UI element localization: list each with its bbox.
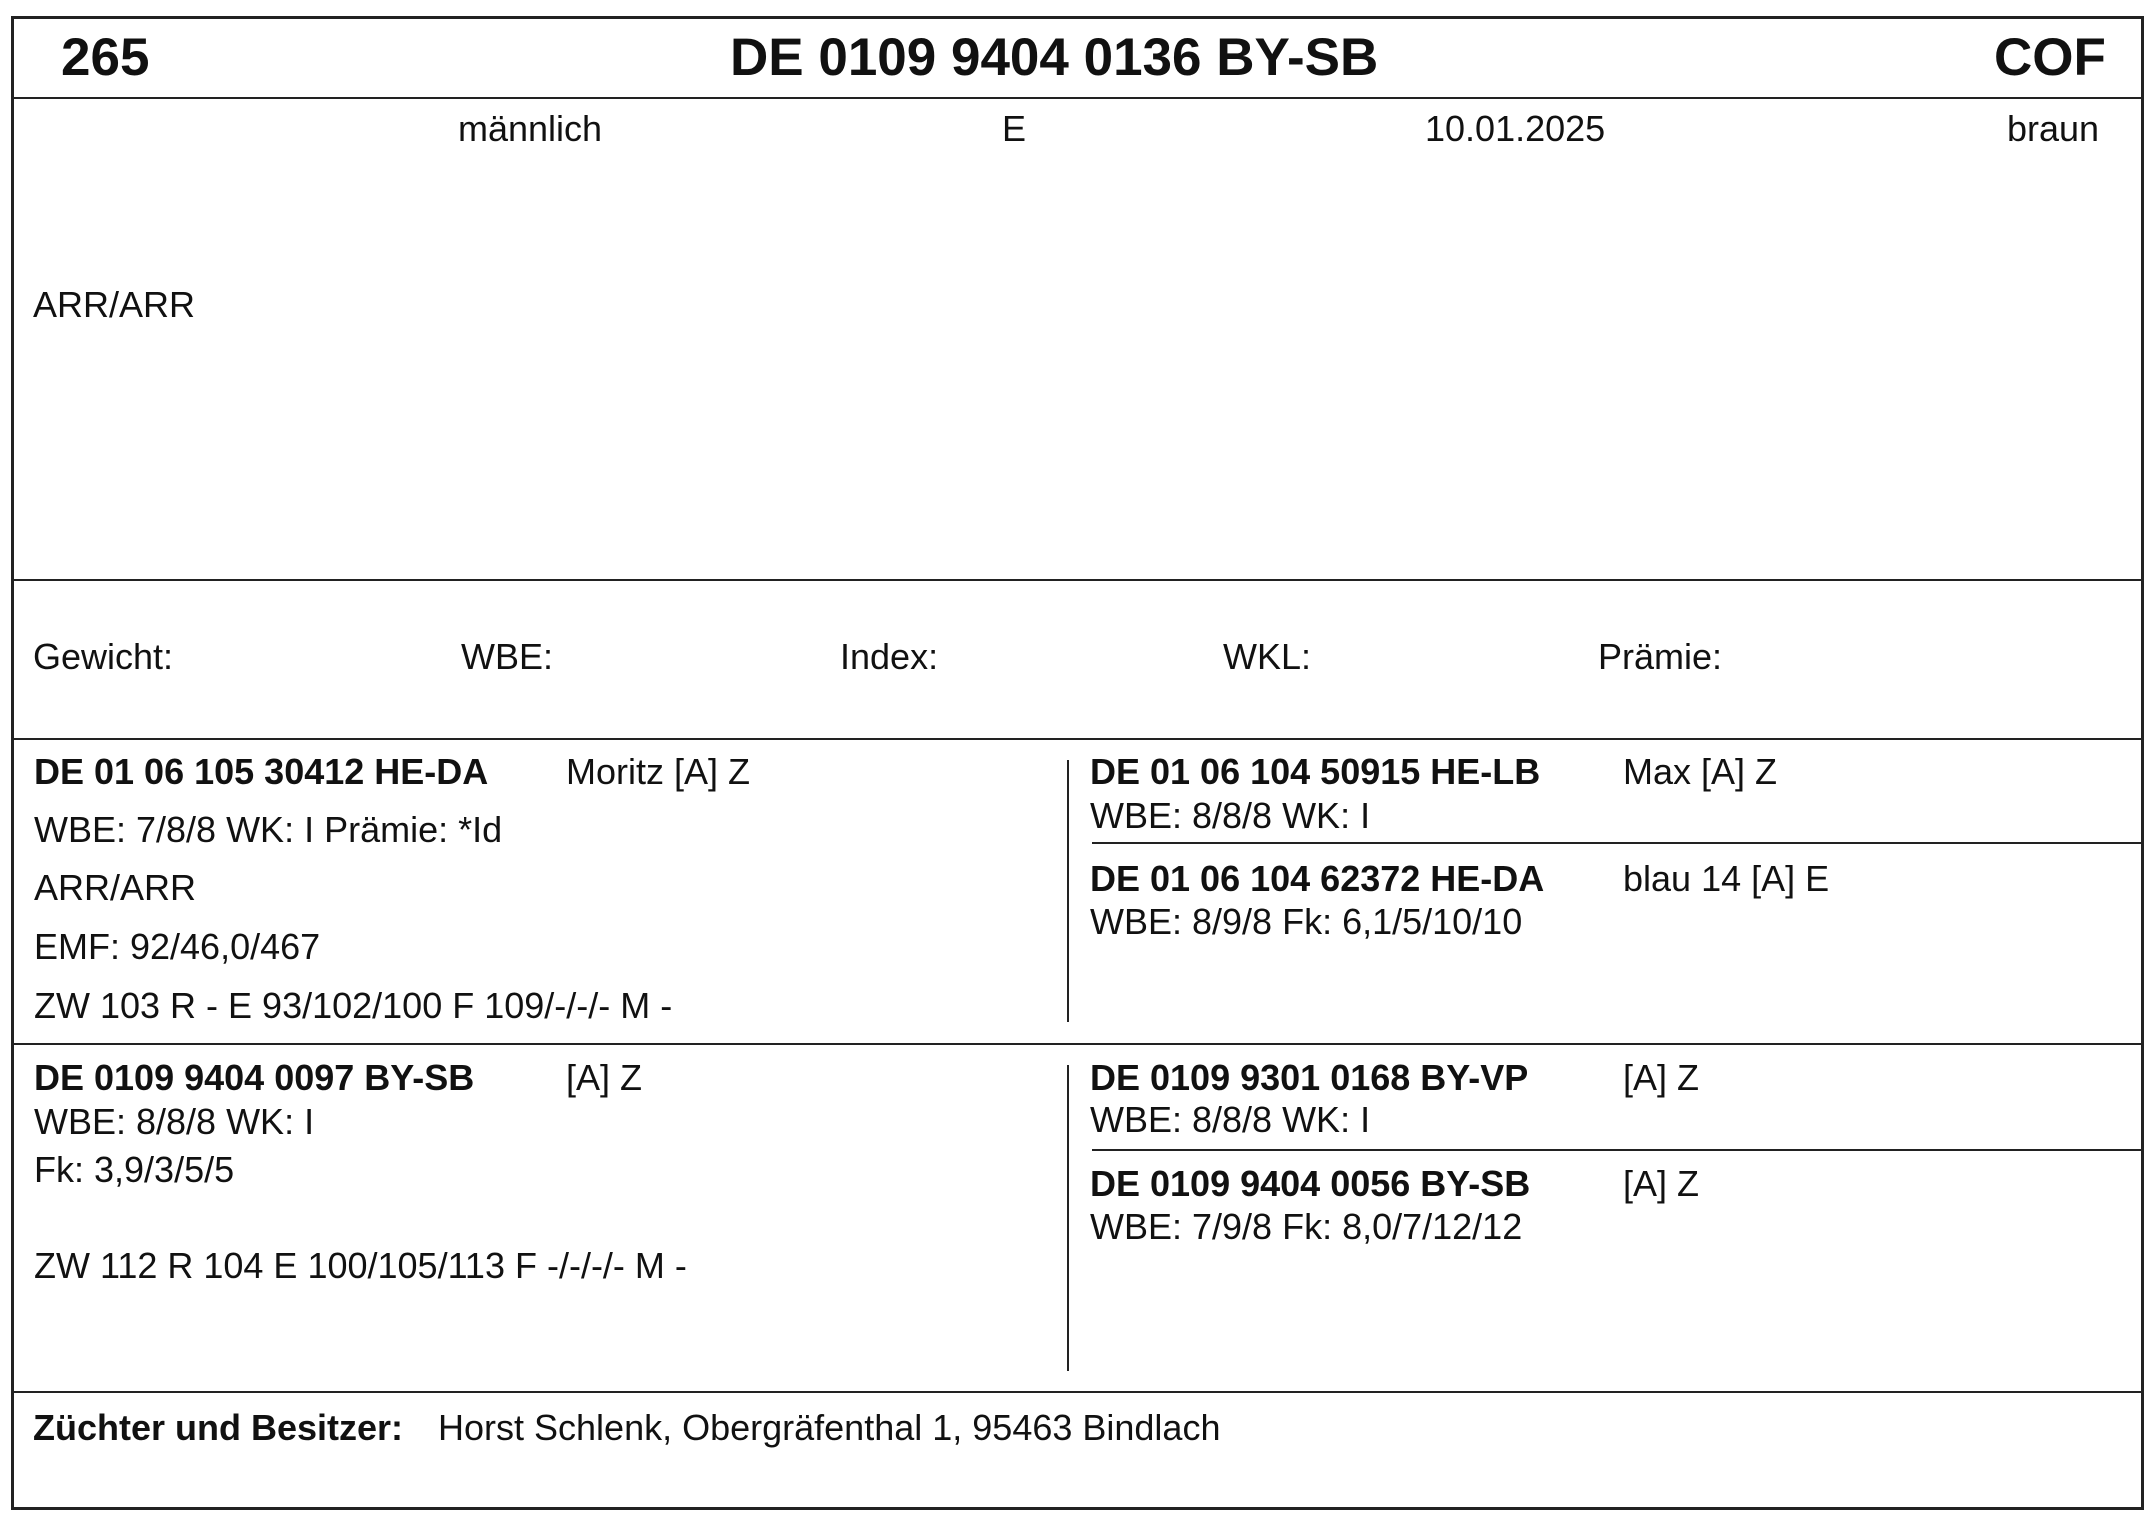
wbe-label: WBE: xyxy=(461,636,554,677)
wkl-label: WKL: xyxy=(1223,636,1312,677)
sire-grandparents-divider xyxy=(1092,842,2141,844)
sire-dam-name: blau 14 [A] E xyxy=(1623,858,1830,899)
header-divider xyxy=(14,97,2141,99)
grade: E xyxy=(1002,108,1027,149)
weight-label: Gewicht: xyxy=(33,636,174,677)
sire-id: DE 01 06 105 30412 HE-DA xyxy=(34,751,489,792)
sire-dam-id: DE 01 06 104 62372 HE-DA xyxy=(1090,858,1545,899)
dam-dam-name: [A] Z xyxy=(1623,1163,1700,1204)
color: braun xyxy=(2007,108,2100,149)
dam-line-3: ZW 112 R 104 E 100/105/113 F -/-/-/- M - xyxy=(34,1245,687,1286)
breed-code: COF xyxy=(1994,28,2106,87)
praemie-label: Prämie: xyxy=(1598,636,1723,677)
dam-line-2: Fk: 3,9/3/5/5 xyxy=(34,1149,235,1190)
dam-line-1: WBE: 8/8/8 WK: I xyxy=(34,1101,315,1142)
sire-divider xyxy=(14,1043,2141,1045)
sire-column-divider xyxy=(1067,760,1069,1022)
dam-grandparents-divider xyxy=(1092,1149,2141,1151)
dam-dam-line-1: WBE: 7/9/8 Fk: 8,0/7/12/12 xyxy=(1090,1206,1523,1247)
index-label: Index: xyxy=(840,636,939,677)
sire-sire-id: DE 01 06 104 50915 HE-LB xyxy=(1090,751,1541,792)
catalog-number: 265 xyxy=(61,28,150,87)
sire-dam-line-1: WBE: 8/9/8 Fk: 6,1/5/10/10 xyxy=(1090,901,1523,942)
dam-dam-id: DE 0109 9404 0056 BY-SB xyxy=(1090,1163,1531,1204)
measures-divider xyxy=(14,738,2141,740)
sire-name: Moritz [A] Z xyxy=(566,751,751,792)
sire-line-1: WBE: 7/8/8 WK: I Prämie: *Id xyxy=(34,809,503,850)
dam-name: [A] Z xyxy=(566,1057,643,1098)
sire-line-4: ZW 103 R - E 93/102/100 F 109/-/-/- M - xyxy=(34,985,673,1026)
dam-sire-name: [A] Z xyxy=(1623,1057,1700,1098)
sire-sire-line-1: WBE: 8/8/8 WK: I xyxy=(1090,795,1371,836)
dam-sire-line-1: WBE: 8/8/8 WK: I xyxy=(1090,1099,1371,1140)
breeder-owner-value: Horst Schlenk, Obergräfenthal 1, 95463 Bindlach xyxy=(438,1407,1221,1448)
genotype: ARR/ARR xyxy=(33,284,196,325)
dam-id: DE 0109 9404 0097 BY-SB xyxy=(34,1057,475,1098)
sire-line-3: EMF: 92/46,0/467 xyxy=(34,926,321,967)
dam-column-divider xyxy=(1067,1065,1069,1371)
birth-date: 10.01.2025 xyxy=(1425,108,1606,149)
info-divider xyxy=(14,579,2141,581)
sire-sire-name: Max [A] Z xyxy=(1623,751,1778,792)
sire-line-2: ARR/ARR xyxy=(34,867,197,908)
ear-tag-title: DE 0109 9404 0136 BY-SB xyxy=(730,28,1379,87)
breeder-owner-label: Züchter und Besitzer: xyxy=(33,1407,404,1448)
dam-divider xyxy=(14,1391,2141,1393)
sex: männlich xyxy=(458,108,603,149)
dam-sire-id: DE 0109 9301 0168 BY-VP xyxy=(1090,1057,1529,1098)
